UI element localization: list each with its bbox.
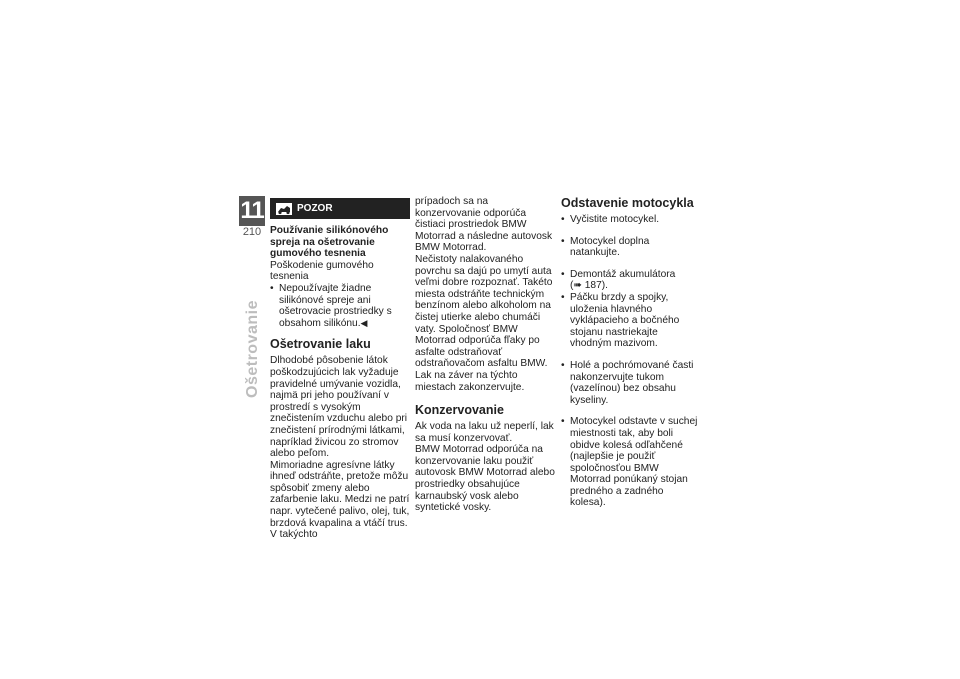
preservation-paragraph-1: Ak voda na laku už neperlí, lak sa musí konzervovať. bbox=[415, 421, 554, 444]
list-item: • Motocykel odstavte v suchej miestnosti tak, aby boli obidve kolesá odľahčené (najlepšie je použiť spoločnosťou BMW Motorrad ponúkaný stojan predného a zadného kolesa). bbox=[561, 416, 701, 509]
warning-label: POZOR bbox=[297, 202, 333, 214]
chapter-number: 11 bbox=[240, 197, 264, 224]
paint-care-paragraph-1: Dlhodobé pôsobenie látok poškodzujúcich lak vyžaduje pravidelné umývanie vozidla, najmä pri jeho používaní v prostredí s vysokým znečistením vzduchu alebo pri znečistení prírodnými látkami, napríklad živicou zo stromov alebo peľom. bbox=[270, 355, 408, 460]
column-3 bbox=[561, 196, 701, 519]
battery-page-reference[interactable]: (➠ 187). bbox=[570, 280, 608, 292]
warning-list bbox=[270, 283, 410, 329]
list-item bbox=[561, 269, 701, 292]
motorcycle-warning-icon bbox=[276, 203, 292, 215]
page-number: 210 bbox=[242, 226, 262, 238]
column-1 bbox=[270, 196, 410, 541]
section-title-paint-care: Ošetrovanie laku bbox=[270, 337, 371, 352]
section-title-storage: Odstavenie motocykla bbox=[561, 196, 694, 210]
section-title-preservation: Konzervovanie bbox=[415, 403, 504, 418]
paint-care-paragraph-4: Nečistoty nalakovaného povrchu sa dajú po umytí auta veľmi dobre rozpoznať. Takéto miesta odstráňte technickým benzínom alebo alkoholom na čistej utierke alebo chumáči vaty. Spoločnosť BMW Motorrad odporúča fľaky po asfalte odstraňovať odstraňovačom asfaltu BMW. Lak na záver na týchto miestach zakonzervujte. bbox=[415, 253, 553, 393]
list-item: • Páčku brzdy a spojky, uloženia hlavného vyklápacieho a bočného stojanu nastriekajte vhodným mazivom. bbox=[561, 292, 701, 350]
warning-heading: Používanie silikónového spreja na ošetrovanie gumového tesnenia bbox=[270, 225, 389, 260]
list-item: • Vyčistite motocykel. bbox=[561, 214, 701, 226]
list-item-text: Demontáž akumulátora bbox=[570, 268, 676, 280]
paint-care-paragraph-2: Mimoriadne agresívne látky ihneď odstráňte, pretože môžu spôsobiť zmeny alebo zafarbenie laku. Medzi ne patrí napr. vytečené palivo, olej, tuk, brzdová kvapalina a vtáčí trus. V takýchto bbox=[270, 459, 410, 541]
storage-list bbox=[561, 214, 701, 509]
warning-bar bbox=[270, 198, 410, 219]
preservation-paragraph-2: BMW Motorrad odporúča na konzervovanie laku použiť autovosk BMW Motorrad alebo prostriedky obsahujúce karnaubský vosk alebo syntetické vosky. bbox=[415, 444, 555, 514]
warning-bullet-item bbox=[270, 283, 410, 329]
warning-text: Poškodenie gumového tesnenia bbox=[270, 259, 374, 283]
chapter-title bbox=[240, 300, 266, 460]
chapter-title-text: Ošetrovanie bbox=[244, 300, 261, 398]
end-mark-icon: ◀ bbox=[360, 317, 368, 328]
list-item: • Motocykel doplna natankujte. bbox=[561, 236, 701, 259]
list-item: • Holé a pochrómované časti nakonzervujte tukom (vazelínou) bez obsahu kyseliny. bbox=[561, 360, 701, 406]
warning-bullet-text: Nepoužívajte žiadne silikónové spreje ani ošetrovacie prostriedky s obsahom silikónu. bbox=[279, 282, 392, 329]
paint-care-paragraph-3: prípadoch sa na konzervovanie odporúča čistiaci prostriedok BMW Motorrad a následne autovosk BMW Motorrad. bbox=[415, 196, 553, 254]
column-2 bbox=[415, 196, 555, 514]
